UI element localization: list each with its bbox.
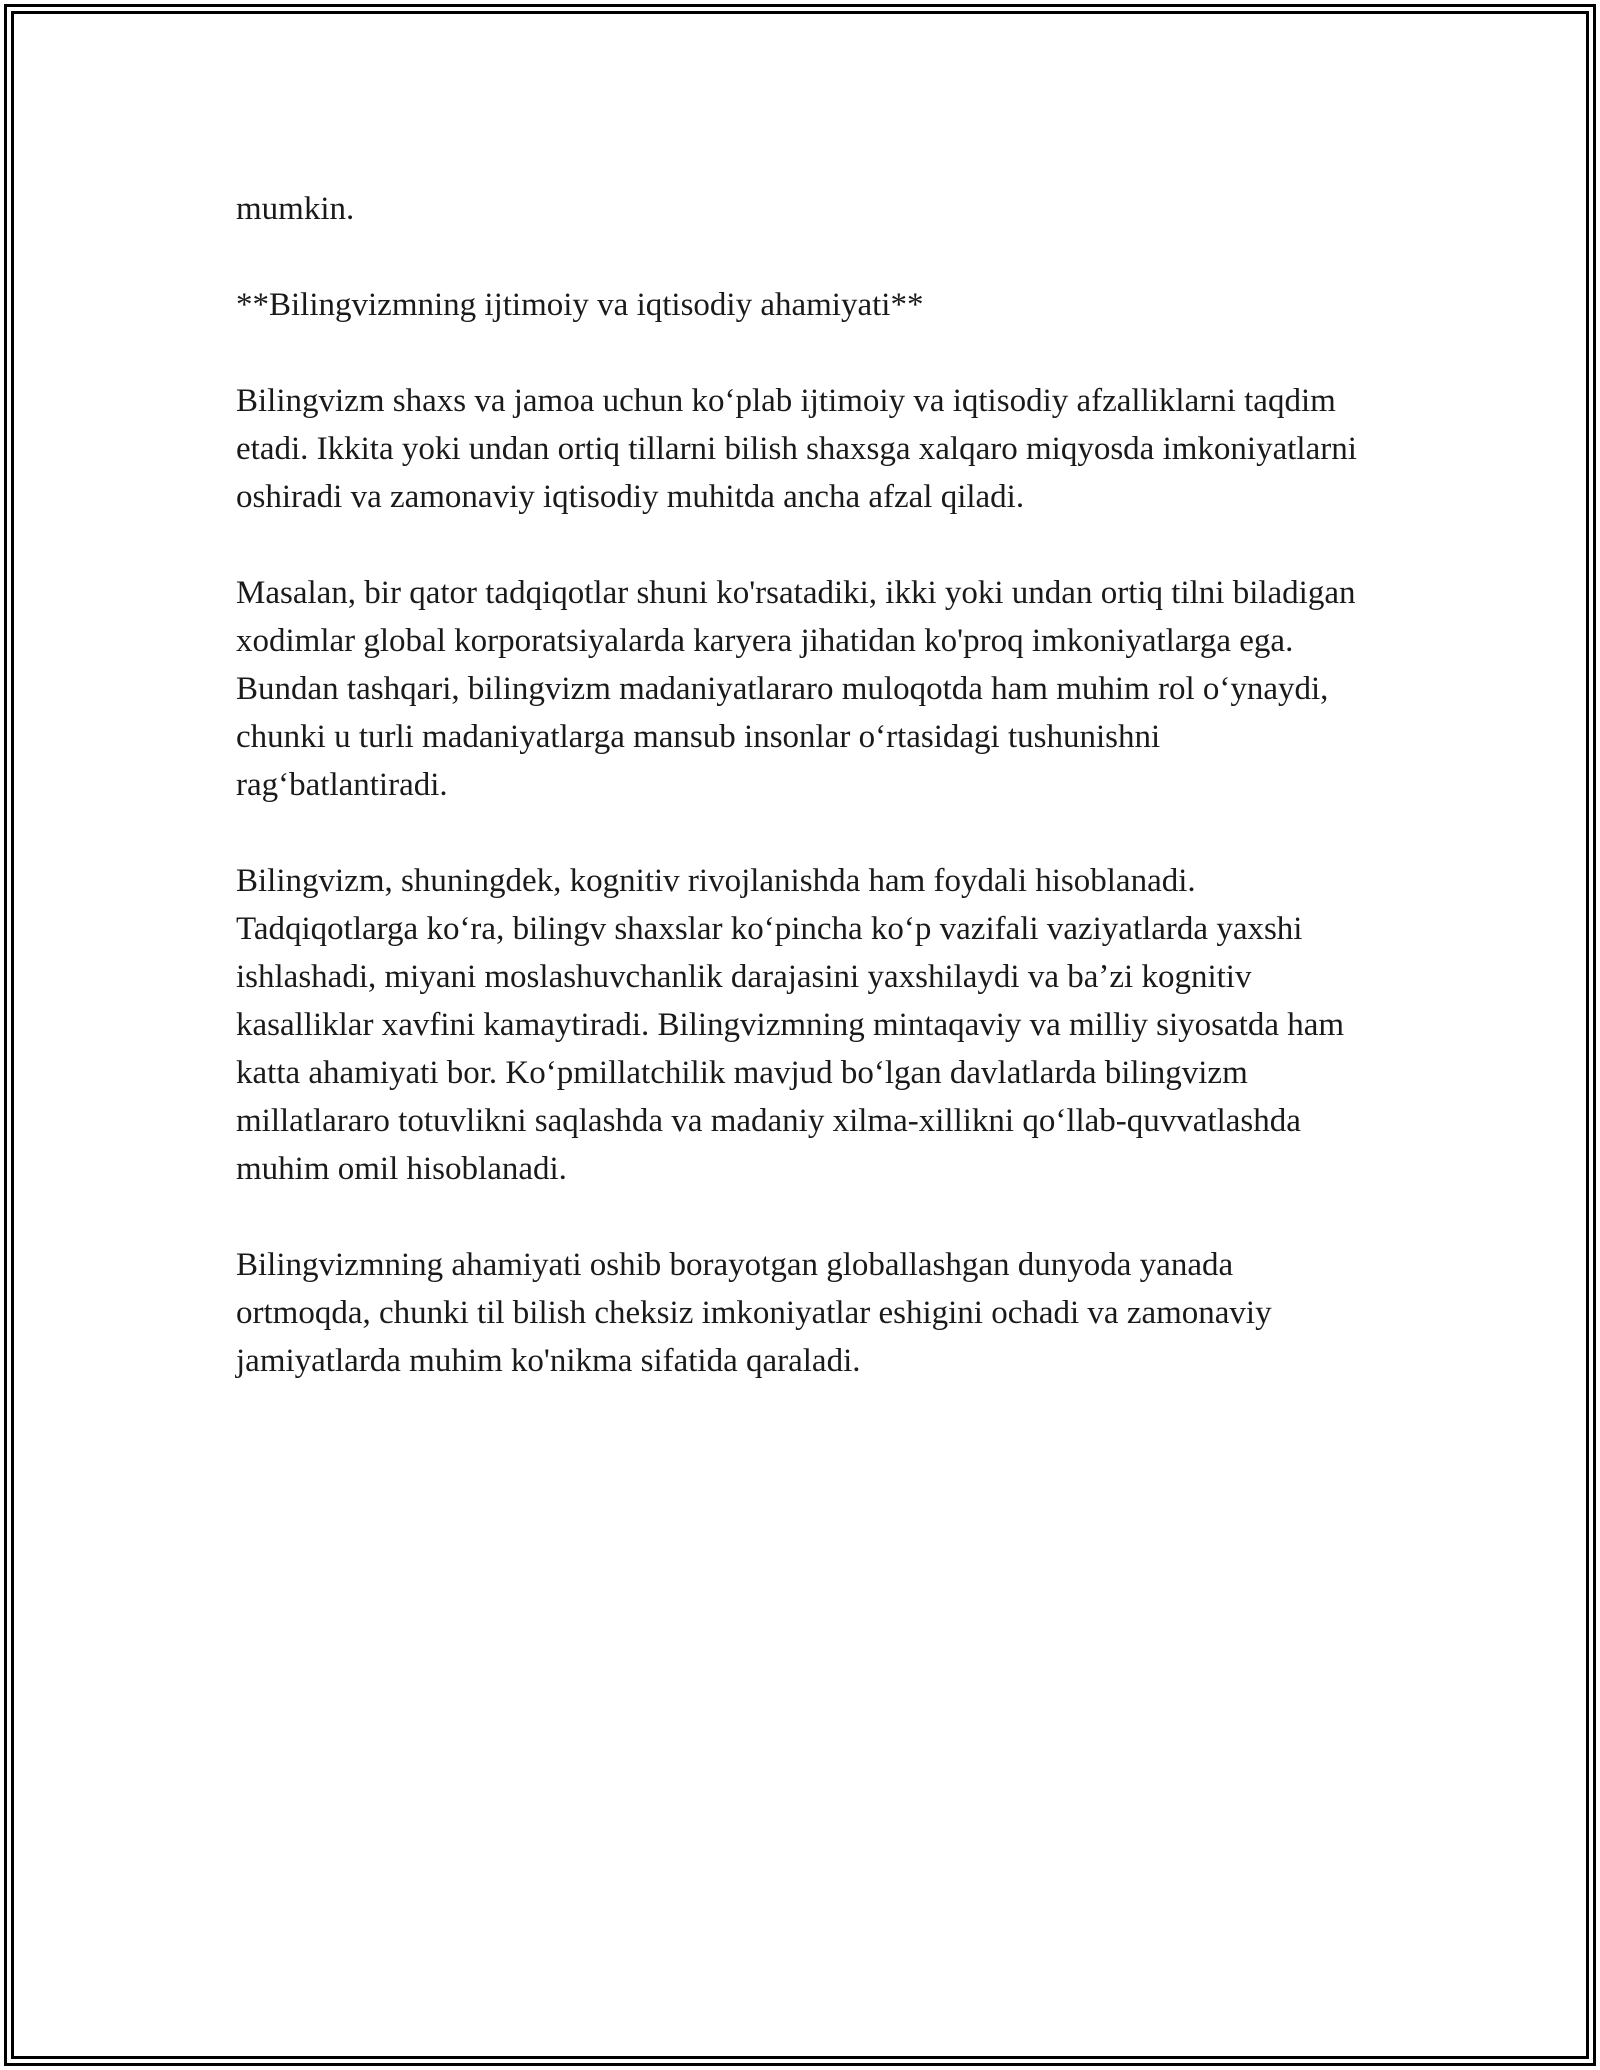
paragraph-4: Bilingvizmning ahamiyati oshib borayotgan globallashgan dunyoda yanada ortmoqda, chunki til bilish cheksiz imkoniyatlar eshigini ochadi va zamonaviy jamiyatlarda muhim ko'nikma sifatida qaraladi. (236, 1247, 1272, 1379)
paragraph-2: Masalan, bir qator tadqiqotlar shuni ko'rsatadiki, ikki yoki undan ortiq tilni biladigan xodimlar global korporatsiyalarda karyera jihatidan ko'proq imkoniyatlarga ega. Bundan tashqari, bilingvizm madaniyatlararo muloqotda ham muhim rol oʻynaydi, chunki u turli madaniyatlarga mansub insonlar oʻrtasidagi tushunishni ragʻbatlantiradi. (236, 575, 1356, 803)
paragraph-3: Bilingvizm, shuningdek, kognitiv rivojlanishda ham foydali hisoblanadi. Tadqiqotlarga koʻra, bilingv shaxslar koʻpincha koʻp vazifali vaziyatlarda yaxshi ishlashadi, miyani moslashuvchanlik darajasini yaxshilaydi va baʼzi kognitiv kasalliklar xavfini kamaytiradi. Bilingvizmning mintaqaviy va milliy siyosatda ham katta ahamiyati bor. Koʻpmillatchilik mavjud boʻlgan davlatlarda bilingvizm millatlararo totuvlikni saqlashda va madaniy xilma-xillikni qoʻllab-quvvatlashda muhim omil hisoblanadi. (236, 863, 1345, 1187)
paragraph-1: Bilingvizm shaxs va jamoa uchun koʻplab ijtimoiy va iqtisodiy afzalliklarni taqdim etadi. Ikkita yoki undan ortiq tillarni bilish shaxsga xalqaro miqyosda imkoniyatlarni oshiradi va zamonaviy iqtisodiy muhitda ancha afzal qiladi. (236, 383, 1357, 515)
document-body (236, 185, 1376, 1433)
section-heading: **Bilingvizmning ijtimoiy va iqtisodiy ahamiyati** (236, 287, 924, 323)
continuation-text: mumkin. (236, 191, 355, 227)
